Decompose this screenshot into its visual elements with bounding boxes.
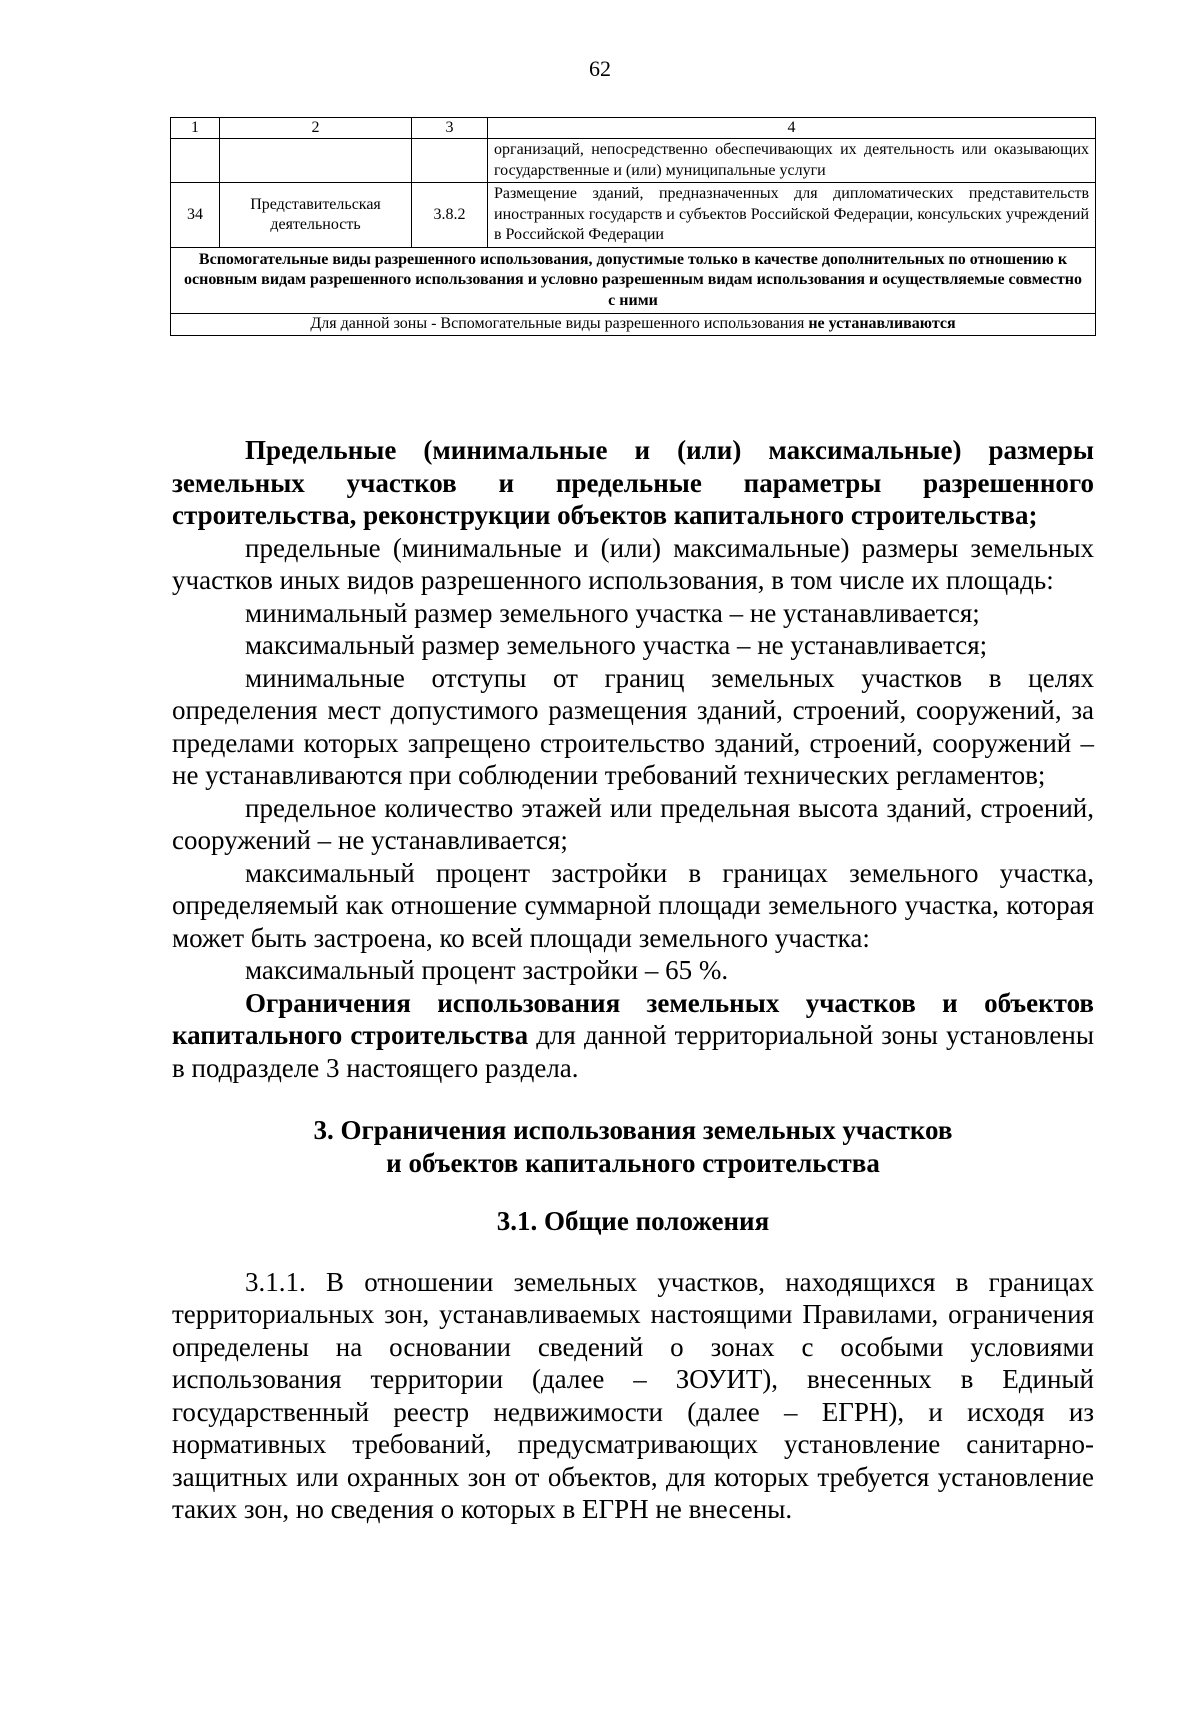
aux-uses-note <box>171 314 1096 335</box>
document-body <box>172 434 1094 1526</box>
table-header-cell: 3 <box>412 118 488 139</box>
paragraph-coverage-value: максимальный процент застройки – 65 %. <box>245 955 729 985</box>
table-header-cell: 2 <box>220 118 412 139</box>
paragraph-max-size: максимальный размер земельного участка – не устанавливается; <box>245 630 988 660</box>
section-3-1-title: 3.1. Общие положения <box>496 1206 770 1236</box>
paragraph-coverage-definition: максимальный процент застройки в границах земельного участка, определяемый как отношение суммарной площади земельного участка, которая может быть застроена, ко всей площади земельного участка: <box>172 857 1094 953</box>
paragraph-restrictions <box>172 987 1094 1085</box>
section-3-title-line-1: 3. Ограничения использования земельных участков <box>313 1115 953 1145</box>
aux-note-text: Для данной зоны - Вспомогательные виды разрешенного использования <box>310 315 809 333</box>
table-header-row <box>171 118 1096 139</box>
use-name-cell <box>220 139 412 183</box>
table-header-cell: 1 <box>171 118 220 139</box>
page-number: 62 <box>589 56 611 81</box>
table-header-cell: 4 <box>488 118 1096 139</box>
section-3-title-line-2: и объектов капитального строительства <box>386 1147 880 1178</box>
use-name-cell: Представительская деятельность <box>220 183 412 247</box>
paragraph-3-1-1: 3.1.1. В отношении земельных участков, находящихся в границах территориальных зон, устанавливаемых настоящими Правилами, ограничения определены на основании сведений о зонах с особыми условиями использования территории (далее – ЗОУИТ), внесенных в Единый государственный реестр недвижимости (далее – ЕГРН), и исходя из нормативных требований, предусматривающих установление санитарно-защитных или охранных зон от объектов, для которых требуется установление таких зон, но сведения о которых в ЕГРН не внесены. <box>172 1266 1094 1524</box>
aux-note-row <box>171 314 1096 335</box>
use-description-cell: Размещение зданий, предназначенных для дипломатических представительств иностранных государств и субъектов Российской Федерации, консульских учреждений в Российской Федерации <box>488 183 1096 247</box>
paragraph-setbacks: минимальные отступы от границ земельных участков в целях определения мест допустимого размещения зданий, строений, сооружений, за пределами которых запрещено строительство зданий, строений, сооружений – не устанавливаются при соблюдении требований технических регламентов; <box>172 662 1094 790</box>
use-code-cell <box>412 139 488 183</box>
restrictions-bold: Ограничения использования земельных участков и объектов капитального строительства <box>172 987 1094 1050</box>
use-code-cell: 3.8.2 <box>412 183 488 247</box>
aux-uses-heading: Вспомогательные виды разрешенного использования, допустимые только в качестве дополнительных по отношению к основным видам разрешенного использования и условно разрешенным видам использования и осуществляемые совместно с ними <box>171 247 1096 313</box>
restrictions-rest: для данной территориальной зоны установлены в подразделе 3 настоящего раздела. <box>172 1020 1094 1083</box>
aux-heading-row <box>171 247 1096 313</box>
limits-heading: Предельные (минимальные и (или) максимальные) размеры земельных участков и предельные параметры разрешенного строительства, реконструкции объектов капитального строительства; <box>172 435 1094 530</box>
table-row <box>171 139 1096 183</box>
permitted-use-table <box>170 117 1096 336</box>
paragraph-floors: предельное количество этажей или предельная высота зданий, строений, сооружений – не устанавливается; <box>172 792 1094 855</box>
use-description-cell: организаций, непосредственно обеспечивающих их деятельность или оказывающих государственные и (или) муниципальные услуги <box>488 139 1096 183</box>
row-number-cell: 34 <box>171 183 220 247</box>
aux-note-emphasis: не устанавливаются <box>808 315 956 333</box>
paragraph-plot-size: предельные (минимальные и (или) максимальные) размеры земельных участков иных видов разрешенного использования, в том числе их площадь: <box>172 532 1094 595</box>
table-row <box>171 183 1096 247</box>
row-number-cell <box>171 139 220 183</box>
paragraph-min-size: минимальный размер земельного участка – не устанавливается; <box>245 597 980 628</box>
